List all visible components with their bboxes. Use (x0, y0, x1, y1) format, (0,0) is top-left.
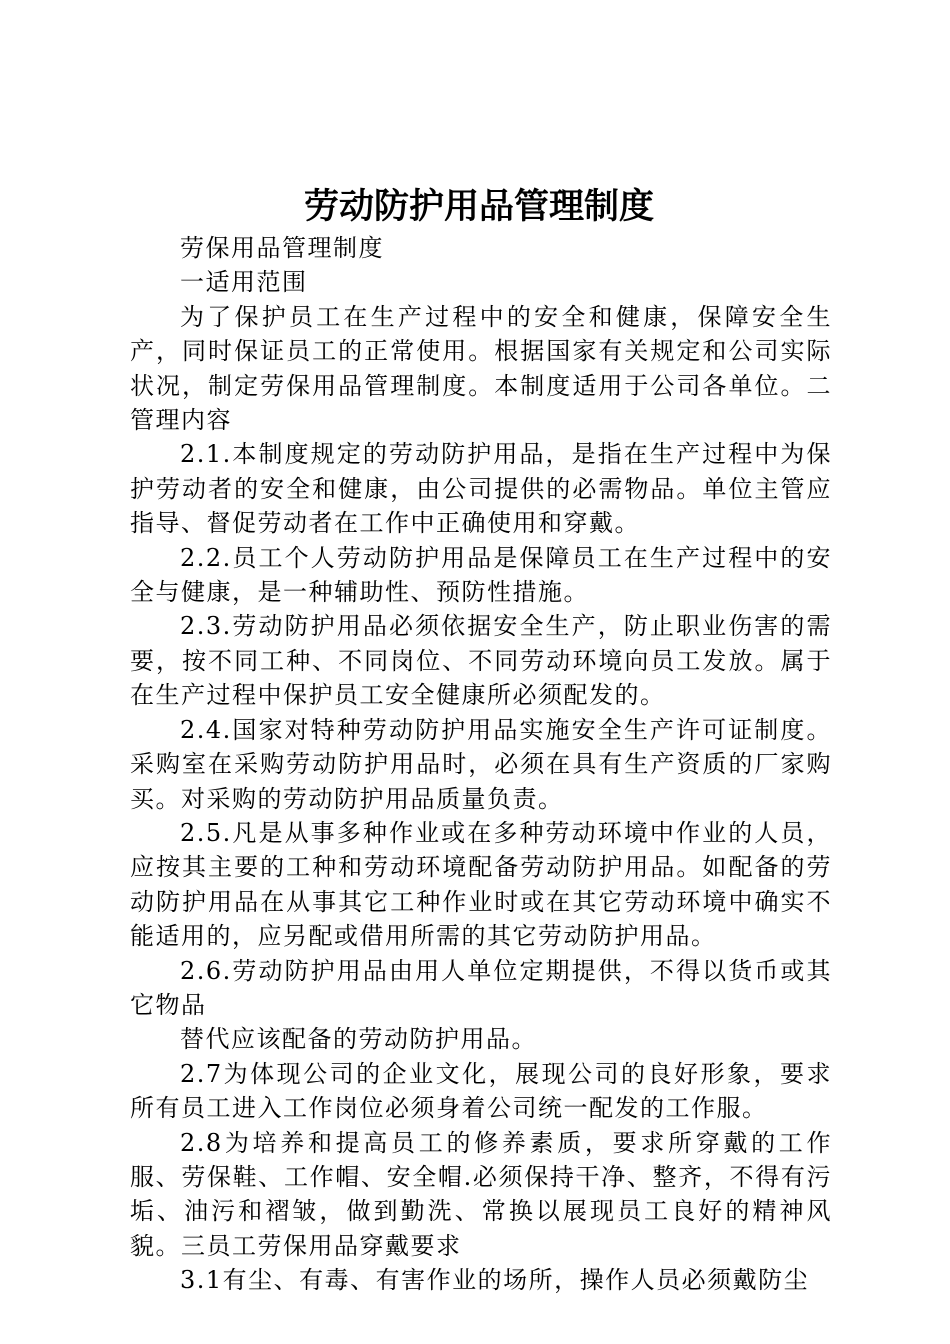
paragraph: 替代应该配备的劳动防护用品。 (180, 1025, 537, 1054)
paragraph-subtitle: 劳保用品管理制度 (180, 234, 384, 262)
paragraph: 2.5.凡是从事多种作业或在多种劳动环境中作业的人员，应按其主要的工种和劳动环境配备劳动防护用品。如配备的劳动防护用品在从事其它工种作业时或在其它劳动环境中确实不能适用的，应另配或借用所需的其它劳动防护用品。 (130, 818, 832, 951)
paragraph: 2.1.本制度规定的劳动防护用品，是指在生产过程中为保护劳动者的安全和健康，由公司提供的必需物品。单位主管应指导、督促劳动者在工作中正确使用和穿戴。 (130, 440, 832, 538)
paragraph: 2.2.员工个人劳动防护用品是保障员工在生产过程中的安全与健康，是一种辅助性、预防性措施。 (130, 543, 832, 607)
paragraph: 2.8为培养和提高员工的修养素质，要求所穿戴的工作服、劳保鞋、工作帽、安全帽.必须保持干净、整齐，不得有污垢、油污和褶皱，做到勤洗、常换以展现员工良好的精神风貌。三员工劳保用品穿戴要求 (130, 1128, 832, 1260)
document-body (130, 231, 832, 1298)
paragraph: 2.3.劳动防护用品必须依据安全生产，防止职业伤害的需要，按不同工种、不同岗位、不同劳动环境向员工发放。属于在生产过程中保护员工安全健康所必须配发的。 (130, 612, 832, 710)
paragraph: 2.6.劳动防护用品由用人单位定期提供，不得以货币或其它物品 (130, 956, 832, 1019)
paragraph: 为了保护员工在生产过程中的安全和健康，保障安全生产，同时保证员工的正常使用。根据国家有关规定和公司实际状况，制定劳保用品管理制度。本制度适用于公司各单位。二管理内容 (130, 302, 832, 435)
paragraph: 3.1有尘、有毒、有害作业的场所，操作人员必须戴防尘 (180, 1266, 810, 1295)
paragraph: 2.4.国家对特种劳动防护用品实施安全生产许可证制度。采购室在采购劳动防护用品时，必须在具有生产资质的厂家购买。对采购的劳动防护用品质量负责。 (130, 715, 832, 813)
paragraph: 2.7为体现公司的企业文化，展现公司的良好形象，要求所有员工进入工作岗位必须身着公司统一配发的工作服。 (130, 1059, 832, 1123)
paragraph-section-1-heading: 一适用范围 (180, 268, 308, 297)
document-title: 劳动防护用品管理制度 (303, 186, 654, 227)
